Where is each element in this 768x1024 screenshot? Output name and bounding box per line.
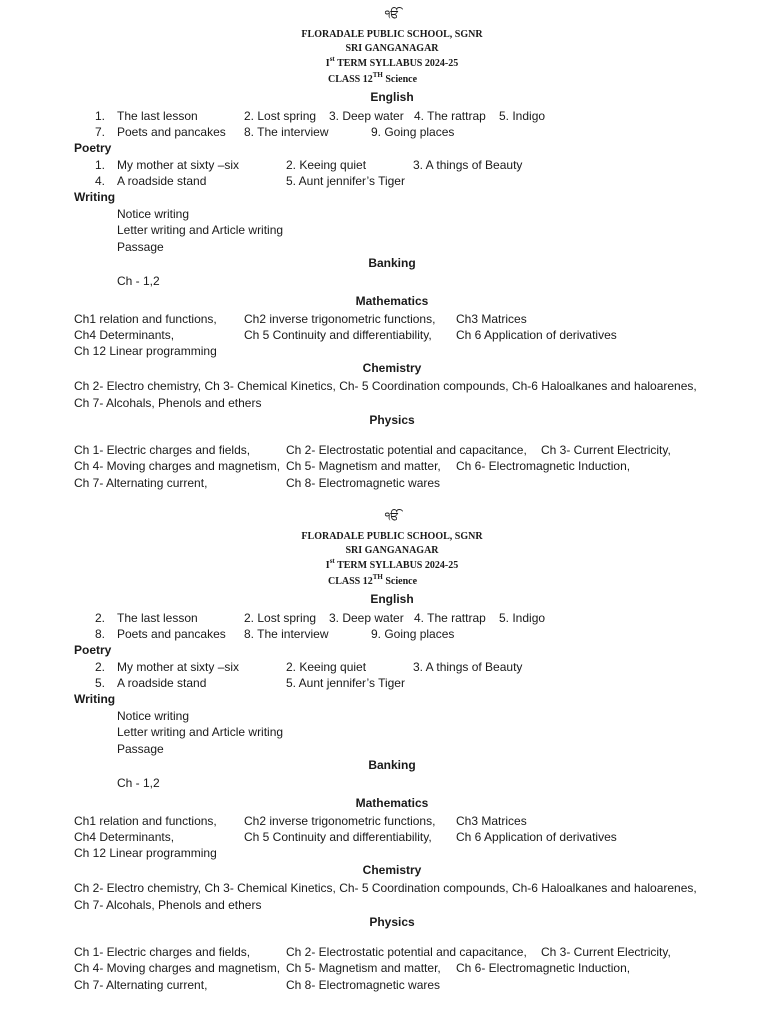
class-title: CLASS 12TH Science bbox=[328, 573, 418, 587]
school-name: FLORADALE PUBLIC SCHOOL, SGNR bbox=[301, 531, 483, 542]
english-heading: English bbox=[370, 592, 414, 606]
physics-chapter: Ch 1- Electric charges and fields, bbox=[74, 945, 251, 959]
list-number: 1. bbox=[95, 109, 106, 123]
term-title: Ist TERM SYLLABUS 2024-25 bbox=[325, 557, 459, 571]
physics-chapter: Ch 7- Alternating current, bbox=[74, 476, 208, 490]
physics-chapter: Ch 2- Electrostatic potential and capacitance, bbox=[286, 945, 527, 959]
banking-chapters: Ch - 1,2 bbox=[117, 776, 160, 790]
maths-chapter: Ch 6 Application of derivatives bbox=[456, 328, 617, 342]
term-title: Ist TERM SYLLABUS 2024-25 bbox=[325, 55, 459, 69]
physics-chapter: Ch 5- Magnetism and matter, bbox=[286, 961, 441, 975]
list-item: 2. Keeing quiet bbox=[286, 158, 367, 172]
physics-chapter: Ch 1- Electric charges and fields, bbox=[74, 443, 251, 457]
list-item: The last lesson bbox=[117, 611, 198, 625]
school-name: FLORADALE PUBLIC SCHOOL, SGNR bbox=[301, 29, 483, 40]
physics-chapter: Ch 7- Alternating current, bbox=[74, 978, 208, 992]
list-number: 4. bbox=[95, 174, 106, 188]
list-number: 2. bbox=[95, 611, 106, 625]
physics-chapter: Ch 8- Electromagnetic wares bbox=[286, 476, 441, 490]
maths-chapter: Ch 5 Continuity and differentiability, bbox=[244, 328, 432, 342]
maths-chapter: Ch3 Matrices bbox=[456, 312, 527, 326]
maths-chapter: Ch1 relation and functions, bbox=[74, 312, 217, 326]
maths-chapter: Ch 12 Linear programming bbox=[74, 344, 217, 358]
list-item: The last lesson bbox=[117, 109, 198, 123]
list-number: 7. bbox=[95, 125, 106, 139]
poetry-heading: Poetry bbox=[74, 643, 112, 657]
chemistry-chapters: Ch 2- Electro chemistry, Ch 3- Chemical Kinetics, Ch- 5 Coordination compounds, Ch-6 Haloalkanes and haloarenes, bbox=[74, 379, 697, 393]
chemistry-heading: Chemistry bbox=[362, 863, 422, 877]
school-city: SRI GANGANAGAR bbox=[345, 43, 439, 54]
maths-chapter: Ch4 Determinants, bbox=[74, 328, 175, 342]
physics-chapter: Ch 6- Electromagnetic Induction, bbox=[456, 459, 631, 473]
list-number: 5. bbox=[95, 676, 106, 690]
chemistry-heading: Chemistry bbox=[362, 361, 422, 375]
list-item: A roadside stand bbox=[117, 174, 207, 188]
list-number: 1. bbox=[95, 158, 106, 172]
list-item: 2. Lost spring bbox=[244, 611, 317, 625]
list-item: 8. The interview bbox=[244, 627, 329, 641]
maths-chapter: Ch 12 Linear programming bbox=[74, 846, 217, 860]
list-item: Poets and pancakes bbox=[117, 125, 226, 139]
list-number: 2. bbox=[95, 660, 106, 674]
list-item: My mother at sixty –six bbox=[117, 660, 240, 674]
physics-chapter: Ch 4- Moving charges and magnetism, bbox=[74, 961, 281, 975]
writing-item: Passage bbox=[117, 742, 164, 756]
list-item: A roadside stand bbox=[117, 676, 207, 690]
maths-chapter: Ch1 relation and functions, bbox=[74, 814, 217, 828]
maths-chapter: Ch2 inverse trigonometric functions, bbox=[244, 312, 436, 326]
list-item: 2. Keeing quiet bbox=[286, 660, 367, 674]
physics-chapter: Ch 4- Moving charges and magnetism, bbox=[74, 459, 281, 473]
school-city: SRI GANGANAGAR bbox=[345, 545, 439, 556]
writing-item: Letter writing and Article writing bbox=[117, 725, 284, 739]
banking-heading: Banking bbox=[368, 758, 416, 772]
writing-item: Notice writing bbox=[117, 709, 190, 723]
list-item: 3. A things of Beauty bbox=[413, 660, 523, 674]
physics-chapter: Ch 2- Electrostatic potential and capacitance, bbox=[286, 443, 527, 457]
writing-item: Passage bbox=[117, 240, 164, 254]
list-item: 5. Aunt jennifer’s Tiger bbox=[286, 676, 405, 690]
physics-heading: Physics bbox=[369, 413, 415, 427]
list-item: Poets and pancakes bbox=[117, 627, 226, 641]
english-heading: English bbox=[370, 90, 414, 104]
chemistry-chapters: Ch 7- Alcohals, Phenols and ethers bbox=[74, 396, 262, 410]
physics-chapter: Ch 5- Magnetism and matter, bbox=[286, 459, 441, 473]
writing-heading: Writing bbox=[74, 692, 116, 706]
physics-chapter: Ch 8- Electromagnetic wares bbox=[286, 978, 441, 992]
list-item: 5. Indigo bbox=[499, 109, 546, 123]
list-item: 3. Deep water bbox=[329, 109, 404, 123]
maths-chapter: Ch2 inverse trigonometric functions, bbox=[244, 814, 436, 828]
maths-chapter: Ch 5 Continuity and differentiability, bbox=[244, 830, 432, 844]
list-item: 4. The rattrap bbox=[414, 611, 486, 625]
class-title: CLASS 12TH Science bbox=[328, 71, 418, 85]
physics-chapter: Ch 3- Current Electricity, bbox=[541, 945, 671, 959]
chemistry-chapters: Ch 2- Electro chemistry, Ch 3- Chemical Kinetics, Ch- 5 Coordination compounds, Ch-6 Haloalkanes and haloarenes, bbox=[74, 881, 697, 895]
list-item: 5. Aunt jennifer’s Tiger bbox=[286, 174, 405, 188]
list-item: 2. Lost spring bbox=[244, 109, 317, 123]
list-item: 8. The interview bbox=[244, 125, 329, 139]
syllabus-copy-1 bbox=[0, 0, 768, 502]
physics-chapter: Ch 3- Current Electricity, bbox=[541, 443, 671, 457]
maths-heading: Mathematics bbox=[355, 796, 429, 810]
maths-chapter: Ch3 Matrices bbox=[456, 814, 527, 828]
maths-chapter: Ch 6 Application of derivatives bbox=[456, 830, 617, 844]
writing-item: Notice writing bbox=[117, 207, 190, 221]
list-item: 3. A things of Beauty bbox=[413, 158, 523, 172]
list-item: 4. The rattrap bbox=[414, 109, 486, 123]
poetry-heading: Poetry bbox=[74, 141, 112, 155]
list-number: 8. bbox=[95, 627, 106, 641]
banking-heading: Banking bbox=[368, 256, 416, 270]
list-item: 5. Indigo bbox=[499, 611, 546, 625]
writing-item: Letter writing and Article writing bbox=[117, 223, 284, 237]
ik-onkar-symbol: ੴ bbox=[384, 7, 400, 21]
physics-chapter: Ch 6- Electromagnetic Induction, bbox=[456, 961, 631, 975]
physics-heading: Physics bbox=[369, 915, 415, 929]
list-item: My mother at sixty –six bbox=[117, 158, 240, 172]
writing-heading: Writing bbox=[74, 190, 116, 204]
syllabus-copy-2 bbox=[0, 502, 768, 1004]
maths-heading: Mathematics bbox=[355, 294, 429, 308]
ik-onkar-symbol: ੴ bbox=[384, 509, 400, 523]
chemistry-chapters: Ch 7- Alcohals, Phenols and ethers bbox=[74, 898, 262, 912]
list-item: 3. Deep water bbox=[329, 611, 404, 625]
list-item: 9. Going places bbox=[371, 627, 455, 641]
list-item: 9. Going places bbox=[371, 125, 455, 139]
banking-chapters: Ch - 1,2 bbox=[117, 274, 160, 288]
maths-chapter: Ch4 Determinants, bbox=[74, 830, 175, 844]
